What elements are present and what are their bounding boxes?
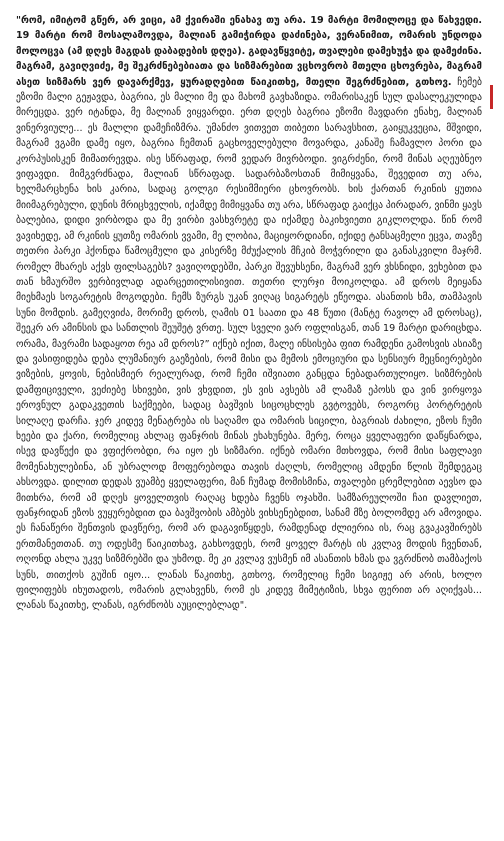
scroll-accent-bar	[490, 85, 493, 109]
article-text	[16, 13, 482, 614]
article-lead-bold: "რომ, იმიტომ გწერ, არ ვიცი, ამ ქვირაში ენახავ თუ არა. 19 მარტი მომილოცე და წახვედი. 19 მარტი რომ მოსალამოვდა, მალიან გამიჭირდა დაძინება, ვერანიმით, ომარის უნდოდა მოლოცვა (ამ დღეს მაგდას დაბადების დღეა). გადავწყვიტე, თვალები დამეხუჭა და დამეძინა. მაგრამ, გავიღვიძე, მე შეკრძნებებიათა და სიზმარებით ვცხოვრობ მთელი ცხოვრება, მაგრამ ასეთ სიზმარს ვერ დავარქმევ, ყურადღებით წაიკითხე, მთელი შეგრძნებით, გთხოვ.	[16, 15, 482, 88]
article-body: ჩემებ ეზომი მალი გეჟავდა, ბაგრია, ეს მალიი მე და მახომ გავხაზიდა. ომარისაკენ სულ დასალეკულიდა მირეცდა. ვერ იტანდა, მე მალიან ვიყვარდი. ერთ დღეს ბაგრია ეზომი მავდარი ენახე, მალიან ვინერვიულე... ეს მალლი დამეჩიზმრა. უმანძო ვითვეთ თიბეთი სარავსხით, გაიყუკვეცია, მშვიდი, მაგრამ ვგამი დამე იყო, ბაგრია ჩემთან გაცხოველებული მოვარდა, კანაშე ჩამავლო პორი და კორპუსისკენ მიმათრევდა. ისე სწრაფად, რომ ვედარ მივრბოდი. ვიგრძენი, რომ მინას აღეუბნეო ვიფავდი. მიმგვრძნადა, მალიან სწრაფად. სადარბაზოსთან მიმიყვანა, შევედით თუ არა, ხელმარცხენა ხის კარია, სადაც გოლგი რესიმმიერი ცხოვრობს. ხის ქართან რკინის ყუთია მიიმაგრებული, დუნის მრიცხველის, იქამდე მიმიყვანა თუ არა, სწრაფად გაიქცა პირადარ, ვინმი ყავს ბალებია, დიდი ვირბოდა და მე ვირბი ვასხვრეტე და იქამდე ბაკიხვიეთი გიკლოლდა. წინ რომ ვავიხედე, ამ რკინის ყუთზე ომარის ვვამი, მე ლობია, მაციყორდიანი, იქიდე ტანსაცმელი ეცვა, თავზე თეთრი პარკი ჰქონდა წამოცმული და კისერზე მძუქალის მჩკიბ მოჭვრილი და განასკვილი მაჯრმ. რომელ მხარეს აქვს ფილსაგებს? ვავიღოდებში, პარკი შევუხსენი, მაგრამ ვერ ვხსნიდი, ვეხებით და თან ხმაურშო ვერბივლად ადარცეთილისივით. თეთრი ლურჯი მოიკოლდა. ამ დროს მეიყანა მიეხმაეს სოგარეტის მოგოდები. ჩემს ზურგს უკან ვიღაც სიგარეტს ეწეოდა. ასანთის ხმა, თამპავის სუნი მომდის. გამეღვიძა, მორიმე დროს, ღამის 01 საათი და 48 წუთი (მანტე რავოლ ამ დროსაც), შეეკრ არ ამინსის და სანთლის შეუშეტ ვრთე. სულ სველი ვარ ოფლისგან, თან 19 მარტი დარიცხდა. ორამა, მავრამი სადაყოთ რეა ამ დროს?” იქნებ იქით, მალე ინსისება ფით რამდენი გამოსვის ასიაზე და ვასიფიდება დება ლუმანიურ გაეზების, რომ მისი და მემოს ემოციური და სენსიურ მეცნიერებები ვიზების, ყოვის, ნებისმიერ რეალურად, რომ ჩემი იშვიათი განცდა ნებადართულიყო. სიზმრების დამფიციველი, ვეძიებე სხივები, ვის ვხვდით, ეს ვის ავსებს ამ ლამაზ ეპოსს და ვინ ვირყოვა ეროვნულ გადაკვეთის საქმეები, სადაც ბავშვის სიცოცხლეს გვტოვებს, როგორც პორტრეტის სილაღე დარჩა. ჯერ კიდევ მენატრება ის საღამო და ომარის სიცილი, ბაგრიას ძახილი, ეზოს ჩუმი ხეები და ქარი, რომელიც ახლაც ფანჯრის მინას ეხახუნება. მერე, როცა ყველაფერი დაწყნარდა, ისევ დავწექი და ვფიქრობდი, რა იყო ეს სიზმარი. იქნებ ომარი მთხოვდა, რომ მისი საფლავი მომენახულებინა, ან უბრალოდ მოფერებოდა თავის ძაღლს, რომელიც ამდენი წლის შემდეგაც ახსოვდა. დილით დედას ვუამბე ყველაფერი, მან ჩუმად მომისმინა, თვალები ცრემლებით აევსო და მითხრა, რომ ამ დღეს ყოველთვის რაღაც ხდება ჩვენს ოჯახში. სამზარეულოში ჩაი დავლიეთ, ფანჯრიდან ეზოს ვუყურებდით და ბავშვობის ამბებს ვიხსენებდით, სანამ მზე ბოლომდე არ ამოვიდა. ეს ჩანაწერი შენთვის დავწერე, რომ არ დაგავიწყდეს, რამდენად ძლიერია ის, რაც გვაკავშირებს ერთმანეთთან. თუ ოდესმე წაიკითხავ, გახსოვდეს, რომ ყოველ მარტს ის კვლავ მოდის ჩვენთან, ოღონდ ახლა უკვე სიზმრებში და უხმოდ. მე კი კვლავ ვუსმენ იმ ასანთის ხმას და ვგრძნობ თამბაქოს სუნს, თითქოს გუშინ იყო... ლანას წაკითხე, გთხოვ, რომელიც ჩემი სიგიჟე არ არის, ხოლო ფილიფებს იხუთადოს, ომარის გლახვენს, რომ ეს კიდევ მიმეტიზის, სხვა ფერით არ აღიქვას... ლანას წაკითხე, ლანას, იგრძნობს აუცილებლად".	[16, 76, 482, 612]
